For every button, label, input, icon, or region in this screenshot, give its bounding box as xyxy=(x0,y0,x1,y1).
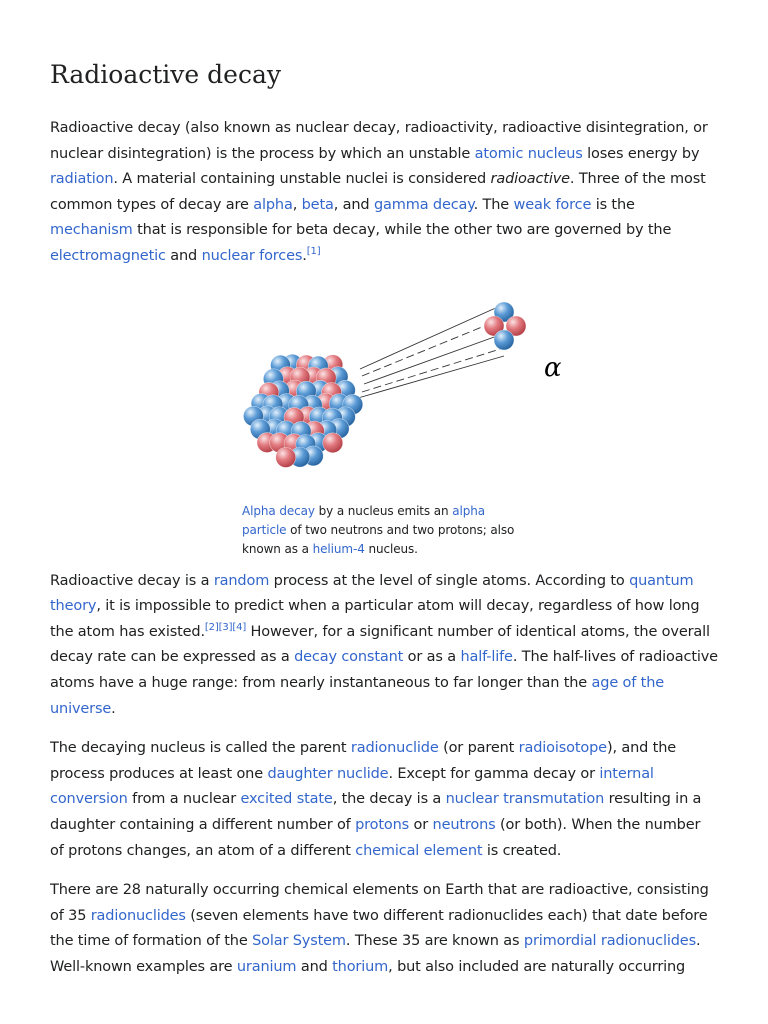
link-decay-constant[interactable]: decay constant xyxy=(294,649,404,666)
text: . A material containing unstable nuclei is considered xyxy=(113,171,491,188)
figure-caption xyxy=(242,502,532,559)
link-random[interactable]: random xyxy=(213,572,270,589)
text: , xyxy=(292,196,302,213)
link-internal-conversion[interactable]: internal conversion xyxy=(50,765,654,808)
link-nuclear-forces[interactable]: nuclear forces xyxy=(201,247,303,264)
link-beta[interactable]: beta xyxy=(301,196,334,213)
text: and xyxy=(165,247,202,264)
text: by a nucleus emits an xyxy=(314,503,453,518)
link-primordial-radionuclides[interactable]: primordial radionuclides xyxy=(523,933,696,950)
text: ), and the process produces at least one xyxy=(50,740,677,782)
reference-1[interactable]: [1] xyxy=(306,246,321,258)
motion-trail-line xyxy=(364,332,508,384)
link-electromagnetic[interactable]: electromagnetic xyxy=(50,247,166,264)
link-daughter-nuclide[interactable]: daughter nuclide xyxy=(267,765,389,782)
text: There are 28 naturally occurring chemical elements on Earth that are radioactive, consisting of 35 xyxy=(50,882,709,924)
parent-nucleus xyxy=(243,354,362,467)
reference-2[interactable]: [2] xyxy=(204,621,219,633)
motion-trail-line xyxy=(362,346,510,392)
link-quantum-theory[interactable]: quantum theory xyxy=(50,572,694,615)
link-age-of-universe[interactable]: age of the universe xyxy=(50,674,665,717)
text: , and xyxy=(333,196,374,213)
text: . xyxy=(302,247,307,264)
link-radioisotope[interactable]: radioisotope xyxy=(518,740,607,757)
reference-4[interactable]: [4] xyxy=(232,621,247,633)
link-nuclear-transmutation[interactable]: nuclear transmutation xyxy=(445,791,605,808)
alpha-decay-figure xyxy=(242,296,562,559)
text: . The half-lives of radioactive atoms have a huge range: from nearly instantaneous to far longer than the xyxy=(50,649,718,691)
link-alpha[interactable]: alpha xyxy=(253,196,293,213)
link-neutrons[interactable]: neutrons xyxy=(432,816,496,833)
text: process at the level of single atoms. According to xyxy=(269,572,630,589)
link-mechanism[interactable]: mechanism xyxy=(50,222,133,239)
text: . The xyxy=(473,196,514,213)
link-atomic-nucleus[interactable]: atomic nucleus xyxy=(474,145,583,162)
text: The decaying nucleus is called the parent xyxy=(50,740,351,757)
emphasis-radioactive: radioactive xyxy=(490,171,570,188)
text: . Well-known examples are xyxy=(50,933,701,975)
link-thorium[interactable]: thorium xyxy=(332,958,389,975)
text: Radioactive decay is a xyxy=(50,572,214,589)
reference-3[interactable]: [3] xyxy=(218,621,233,633)
alpha-decay-illustration xyxy=(242,296,562,496)
link-radionuclides[interactable]: radionuclides xyxy=(90,907,186,924)
proton xyxy=(276,447,296,467)
text: or xyxy=(409,816,433,833)
text: Radioactive decay (also known as nuclear decay, radioactivity, radioactive disintegration, or nuclear disintegration) is the process by which an unstable xyxy=(50,120,708,162)
text: is the xyxy=(591,196,635,213)
link-protons[interactable]: protons xyxy=(355,816,410,833)
text: resulting in a daughter containing a different number of xyxy=(50,791,702,833)
text: that is responsible for beta decay, while the other two are governed by the xyxy=(132,222,672,239)
link-weak-force[interactable]: weak force xyxy=(513,196,592,213)
motion-trail-line xyxy=(360,306,500,369)
link-uranium[interactable]: uranium xyxy=(236,958,297,975)
text: . These 35 are known as xyxy=(345,933,524,950)
text: , it is impossible to predict when a particular atom will decay, regardless of how long the atom has existed. xyxy=(50,598,700,640)
link-chemical-element[interactable]: chemical element xyxy=(355,842,483,859)
neutron xyxy=(494,330,514,350)
proton xyxy=(323,432,343,452)
link-excited-state[interactable]: excited state xyxy=(240,791,333,808)
text: (or parent xyxy=(438,740,519,757)
text: from a nuclear xyxy=(127,791,241,808)
alpha-particle xyxy=(484,302,526,350)
text: is created. xyxy=(482,842,562,859)
motion-trail-line xyxy=(362,318,504,376)
link-radionuclide[interactable]: radionuclide xyxy=(350,740,439,757)
paragraph-randomness xyxy=(50,569,718,723)
motion-trail-line xyxy=(358,356,504,398)
intro-paragraph xyxy=(50,116,718,270)
text: and xyxy=(296,958,333,975)
text: loses energy by xyxy=(582,145,700,162)
link-alpha-decay[interactable]: Alpha decay xyxy=(242,503,315,518)
link-gamma-decay[interactable]: gamma decay xyxy=(373,196,474,213)
text: , the decay is a xyxy=(332,791,446,808)
text: . xyxy=(111,700,116,717)
link-half-life[interactable]: half-life xyxy=(460,649,513,666)
link-alpha-particle[interactable]: alpha particle xyxy=(242,503,486,537)
link-radiation[interactable]: radiation xyxy=(50,171,114,188)
paragraph-parent-nucleus xyxy=(50,736,718,864)
text: nucleus. xyxy=(364,541,418,556)
text: However, for a significant number of identical atoms, the overall decay rate can be expressed as a xyxy=(50,623,710,666)
text: of two neutrons and two protons; also known as a xyxy=(242,522,515,556)
link-helium-4[interactable]: helium-4 xyxy=(312,541,365,556)
link-solar-system[interactable]: Solar System xyxy=(252,933,346,950)
page-title: Radioactive decay xyxy=(50,60,281,89)
text: , but also included are naturally occurring xyxy=(388,958,686,975)
text: . Three of the most common types of decay are xyxy=(50,171,706,213)
text: . Except for gamma decay or xyxy=(388,765,600,782)
paragraph-natural-elements xyxy=(50,878,718,980)
text: (seven elements have two different radionuclides each) that date before the time of formation of the xyxy=(50,907,708,950)
alpha-symbol: α xyxy=(544,352,562,383)
text: (or both). When the number of protons changes, an atom of a different xyxy=(50,816,701,859)
text: or as a xyxy=(403,649,461,666)
